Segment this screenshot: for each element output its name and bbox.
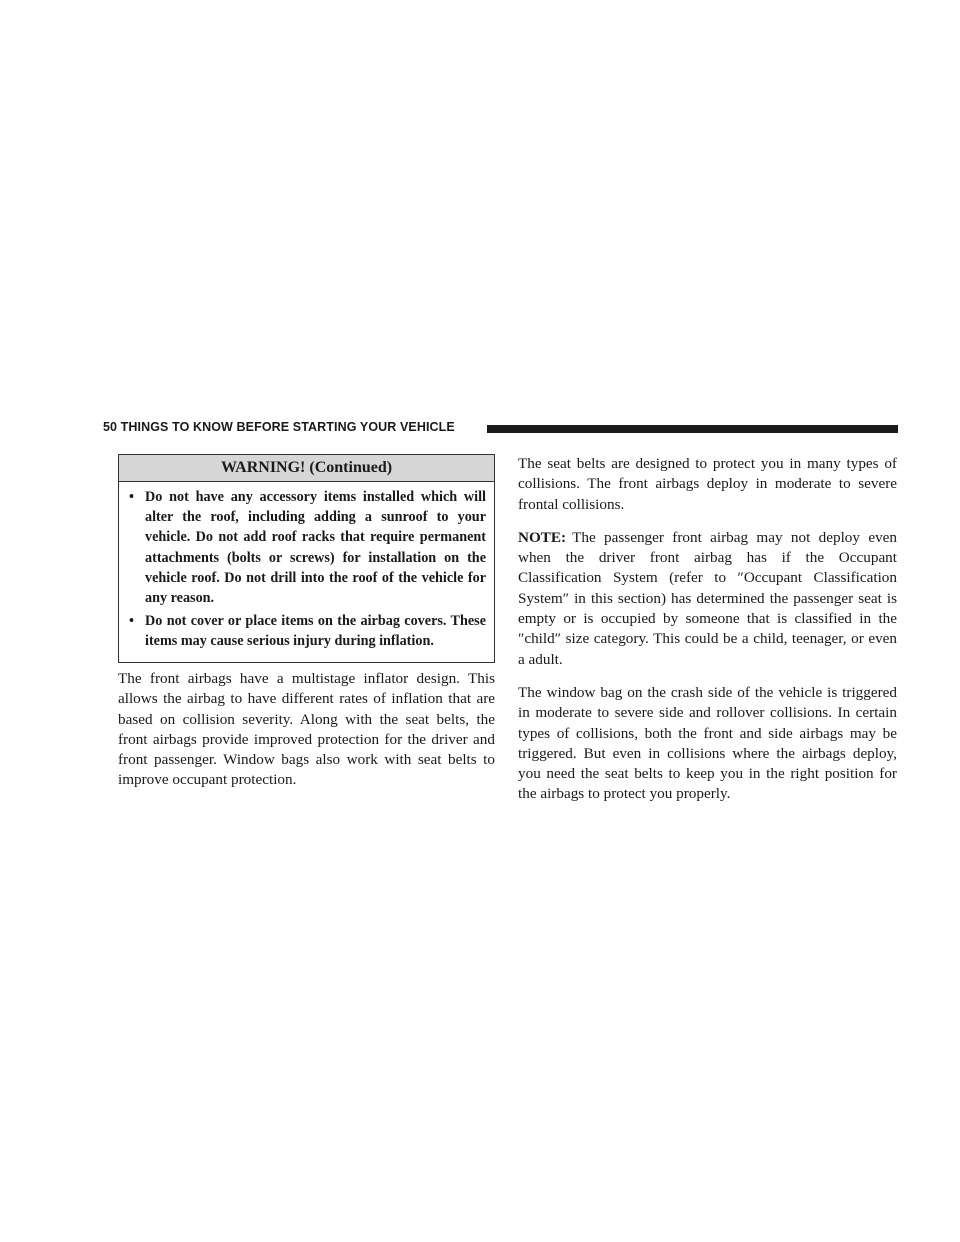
note-label: NOTE:	[518, 528, 567, 546]
bullet-icon: •	[129, 489, 134, 505]
warning-box	[118, 454, 495, 663]
left-column	[118, 669, 495, 804]
warning-item	[129, 611, 486, 651]
warning-item-text: Do not have any accessory items installed which will alter the roof, including adding a sunroof to your vehicle. Do not add roof racks that require permanent attachments (bolts or screws) for installation on the vehicle roof. Do not drill into the roof of the vehicle for any reason.	[145, 489, 486, 607]
note-text: The passenger front airbag may not deploy even when the driver front airbag has if the Occupant Classification System (refer to ″Occupant Classification System″ in this section) has determined the passenger seat is empty or is occupied by someone that is classified in the ″child″ size category. This could be a child, teenager, or even a adult.	[518, 528, 897, 668]
body-paragraph: The window bag on the crash side of the vehicle is triggered in moderate to severe side and rollover collisions. In certain types of collisions, both the front and side airbags may be triggered. But even in collisions where the airbags deploy, you need the seat belts to keep you in the right position for the airbags to protect you properly.	[518, 683, 897, 803]
body-paragraph: The seat belts are designed to protect you in many types of collisions. The front airbags deploy in moderate to severe frontal collisions.	[518, 455, 897, 513]
warning-item	[129, 487, 486, 608]
header-rule	[487, 425, 898, 433]
bullet-icon: •	[129, 613, 134, 630]
warning-list	[119, 482, 494, 652]
page-header	[103, 419, 898, 439]
warning-item-text: Do not cover or place items on the airbag covers. These items may cause serious injury during inflation.	[145, 613, 486, 650]
running-head: 50 THINGS TO KNOW BEFORE STARTING YOUR VEHICLE	[103, 420, 455, 434]
right-column	[518, 454, 897, 818]
warning-title: WARNING! (Continued)	[119, 455, 494, 482]
note-paragraph	[518, 528, 897, 670]
body-paragraph: The front airbags have a multistage inflator design. This allows the airbag to have different rates of inflation that are based on collision severity. Along with the seat belts, the front airbags provide improved protection for the driver and front passenger. Window bags also work with seat belts to improve occupant protection.	[118, 670, 495, 789]
